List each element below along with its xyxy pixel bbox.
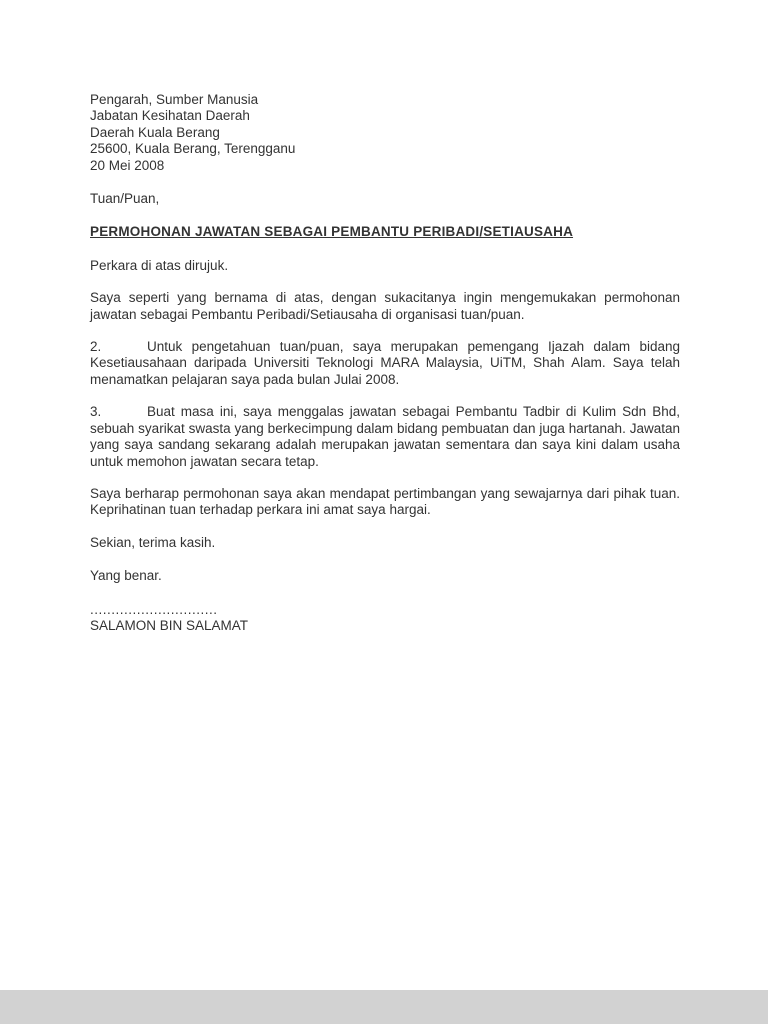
paragraph-3-text: Buat masa ini, saya menggalas jawatan sebagai Pembantu Tadbir di Kulim Sdn Bhd, sebuah syarikat swasta yang berkecimpung dalam bidang pembuatan dan juga hartanah. Jawatan yang saya sandang sekarang adalah merupakan jawatan sementara dan saya kini dalam usaha untuk memohon jawatan secara tetap.: [90, 404, 680, 469]
paragraph-1: [90, 290, 680, 323]
sender-line-1: Pengarah, Sumber Manusia: [90, 92, 259, 107]
signature-block: [90, 602, 680, 635]
page-bottom-band: [0, 990, 768, 1024]
subject-line: PERMOHONAN JAWATAN SEBAGAI PEMBANTU PERIBADI/SETIAUSAHA: [90, 224, 574, 240]
paragraph-2: [90, 339, 680, 388]
signoff-line: Yang benar.: [90, 568, 162, 584]
letter-date: 20 Mei 2008: [90, 157, 165, 173]
closing-line: Sekian, terima kasih.: [90, 534, 216, 550]
signature-dotted-line: ..............................: [90, 601, 218, 617]
sender-address-block: [90, 92, 680, 174]
sender-line-4: 25600, Kuala Berang, Terengganu: [90, 141, 296, 157]
sender-line-2: Jabatan Kesihatan Daerah: [90, 108, 250, 124]
salutation: Tuan/Puan,: [90, 191, 160, 207]
intro-paragraph: Perkara di atas dirujuk.: [90, 257, 229, 273]
sender-line-3: Daerah Kuala Berang: [90, 124, 220, 140]
paragraph-3: [90, 404, 680, 470]
paragraph-2-text: Untuk pengetahuan tuan/puan, saya merupakan pemengang Ijazah dalam bidang Kesetiausahaan daripada Universiti Teknologi MARA Malaysia, UiTM, Shah Alam. Saya telah menamatkan pelajaran saya pada bulan Julai 2008.: [90, 339, 680, 387]
paragraph-2-number: 2.: [90, 339, 102, 355]
paragraph-4-text: Saya berharap permohonan saya akan mendapat pertimbangan yang sewajarnya dari pihak tuan. Keprihatinan tuan terhadap perkara ini amat saya hargai.: [90, 485, 680, 518]
paragraph-3-number: 3.: [90, 404, 102, 420]
paragraph-4: [90, 486, 680, 519]
paragraph-1-text: Saya seperti yang bernama di atas, dengan sukacitanya ingin mengemukakan permohonan jawatan sebagai Pembantu Peribadi/Setiausaha di organisasi tuan/puan.: [90, 290, 680, 322]
signature-name: SALAMON BIN SALAMAT: [90, 617, 249, 633]
